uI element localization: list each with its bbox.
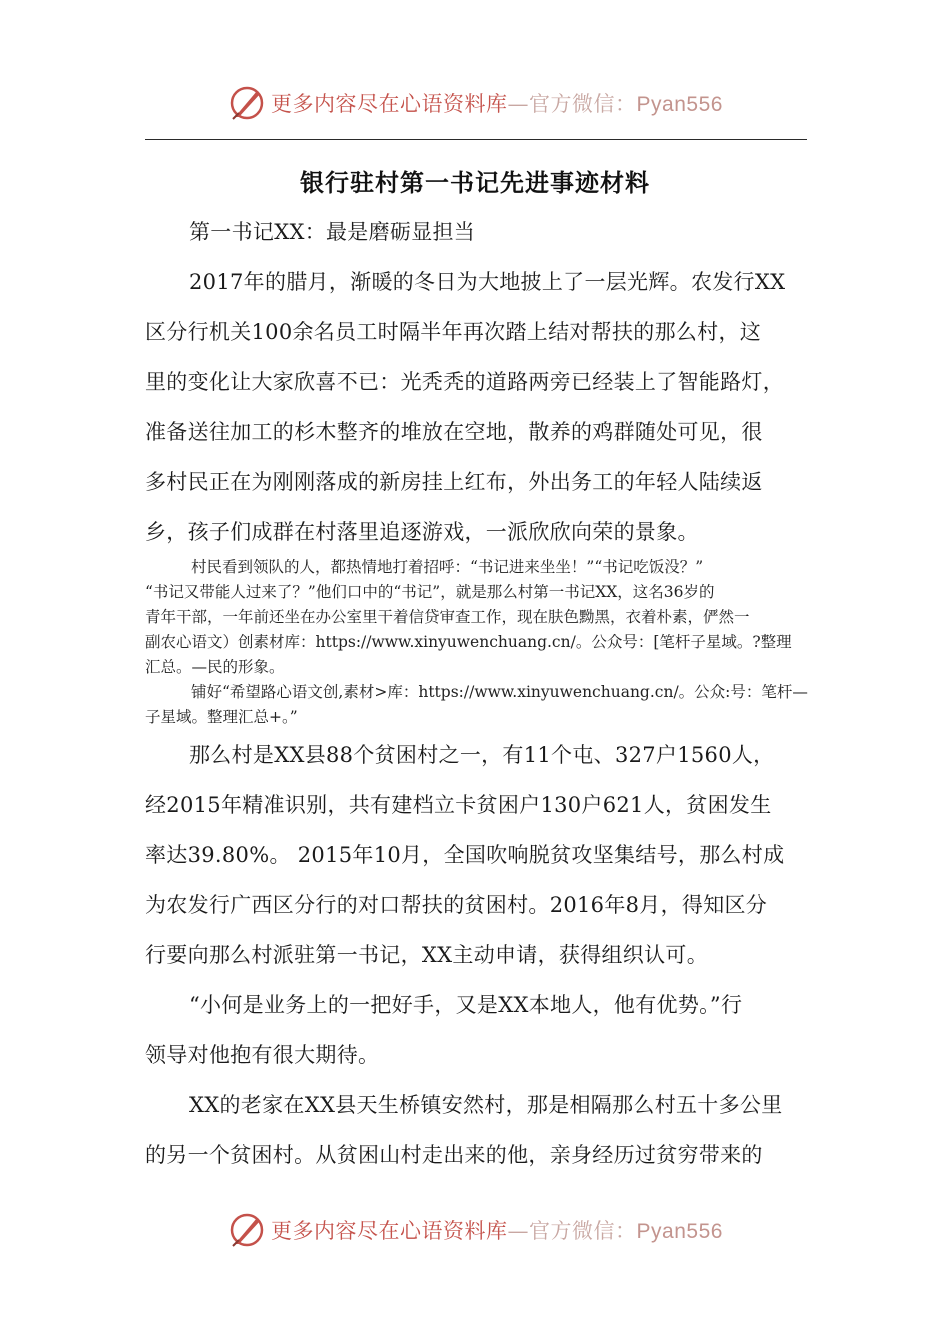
text-line: 行要向那么村派驻第一书记，XX主动申请，获得组织认可。 <box>145 943 708 967</box>
quill-logo-icon <box>227 1210 267 1250</box>
document-subtitle <box>145 207 809 257</box>
banner-official: 官方微信： <box>529 1219 637 1243</box>
small-line: 青年干部，一年前还坐在办公室里干着信贷审查工作，现在肤色黝黑，衣着朴素，俨然一 <box>145 608 750 626</box>
small-line: “书记又带能人过来了？”他们口中的“书记”，就是那么村第一书记XX，这名36岁的 <box>145 583 715 601</box>
text-line: 的另一个贫困村。从贫困山村走出来的他，亲身经历过贫穷带来的 <box>145 1143 763 1167</box>
banner-account: Pyan556 <box>636 1220 723 1243</box>
banner-official: 官方微信： <box>529 92 637 116</box>
text-line: 2017年的腊月，渐暖的冬日为大地披上了一层光辉。农发行XX <box>189 270 786 294</box>
header-divider <box>145 139 807 140</box>
banner-main: 更多内容尽在心语资料库 <box>271 92 508 116</box>
text-line: “小何是业务上的一把好手，又是XX本地人，他有优势。”行 <box>189 993 743 1017</box>
paragraph-1 <box>145 257 809 557</box>
banner-text <box>271 1215 723 1245</box>
paragraph-3 <box>145 980 809 1080</box>
paragraph-4 <box>145 1080 809 1180</box>
banner-dash: — <box>507 92 530 116</box>
banner-text <box>271 88 723 118</box>
text-line: 准备送往加工的杉木整齐的堆放在空地，散养的鸡群随处可见，很 <box>145 420 763 444</box>
text-line: 区分行机关100余名员工时隔半年再次踏上结对帮扶的那么村，这 <box>145 320 762 344</box>
text-line: 为农发行广西区分行的对口帮扶的贫困村。2016年8月，得知区分 <box>145 893 768 917</box>
text-line: 经2015年精准识别，共有建档立卡贫困户130户621人，贫困发生 <box>145 793 772 817</box>
banner-account: Pyan556 <box>636 93 723 116</box>
banner-main: 更多内容尽在心语资料库 <box>271 1219 508 1243</box>
subtitle-line: 第一书记XX：最是磨砺显担当 <box>189 220 476 244</box>
text-line: 率达39.80%。 2015年10月，全国吹响脱贫攻坚集结号，那么村成 <box>145 843 785 867</box>
text-line: 领导对他抱有很大期待。 <box>145 1043 380 1067</box>
quill-logo-icon <box>227 83 267 123</box>
small-line: 副农心语文）创素材库：https://www.xinyuwenchuang.cn/。公众号：[笔杆子星域。?整理 <box>145 633 792 651</box>
header-banner <box>0 78 950 128</box>
small-line: 汇总。—民的形象。 <box>145 658 285 676</box>
small-line: 子星域。整理汇总+。” <box>145 708 298 726</box>
small-text-block <box>145 555 809 730</box>
text-line: 多村民正在为刚刚落成的新房挂上红布，外出务工的年轻人陆续返 <box>145 470 763 494</box>
text-line: 乡，孩子们成群在村落里追逐游戏，一派欣欣向荣的景象。 <box>145 520 699 544</box>
text-line: XX的老家在XX县天生桥镇安然村，那是相隔那么村五十多公里 <box>189 1093 783 1117</box>
small-line: 村民看到领队的人，都热情地打着招呼：“书记进来坐坐！”“书记吃饭没？” <box>191 558 704 576</box>
paragraph-2 <box>145 730 809 980</box>
document-title: 银行驻村第一书记先进事迹材料 <box>300 168 650 197</box>
text-line: 那么村是XX县88个贫困村之一，有11个屯、327户1560人， <box>189 743 775 767</box>
text-line: 里的变化让大家欣喜不已：光秃秃的道路两旁已经装上了智能路灯， <box>145 370 784 394</box>
footer-banner <box>0 1205 950 1255</box>
small-line: 铺好“希望路心语文创,素材>库：https://www.xinyuwenchuang.cn/。公众:号：笔杆— <box>191 683 808 701</box>
banner-dash: — <box>507 1219 530 1243</box>
